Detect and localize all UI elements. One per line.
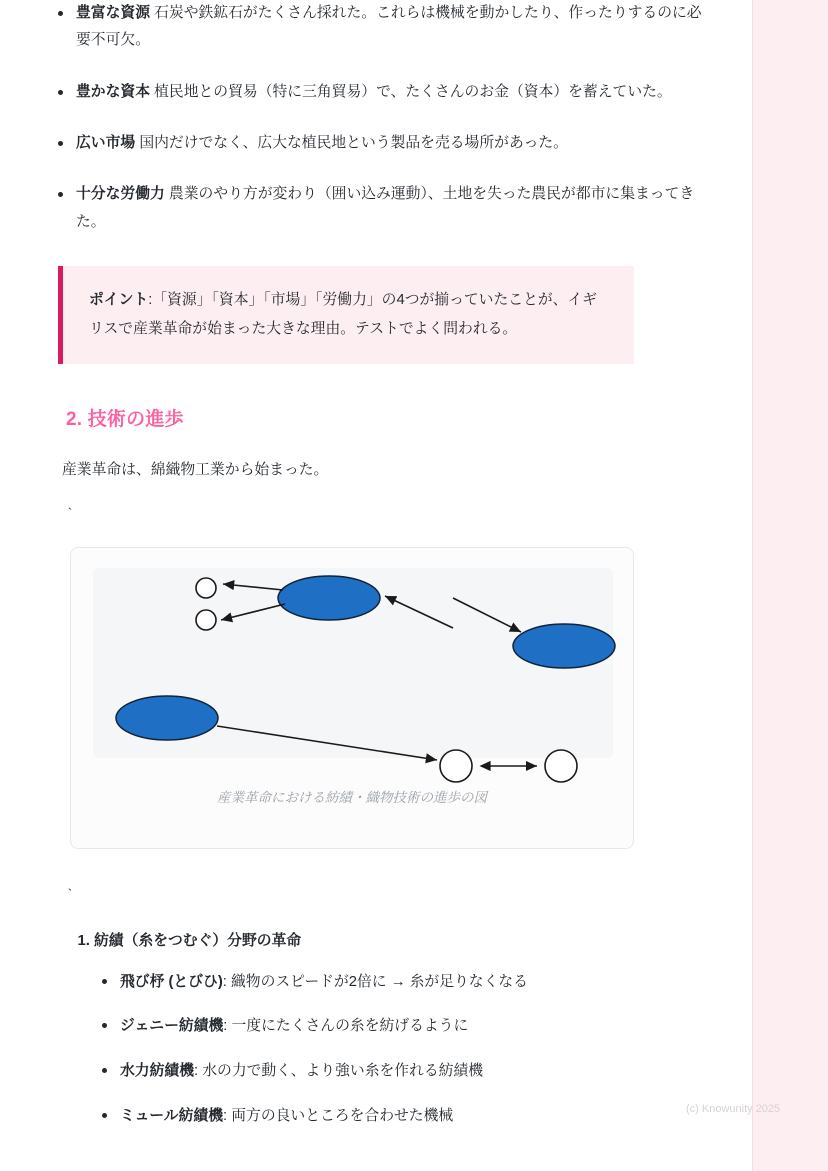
diagram-arrow bbox=[223, 584, 283, 590]
bullet-text: : 織物のスピードが2倍に → 糸が足りなくなる bbox=[222, 973, 528, 990]
ordered-item-title: 紡績（糸をつむぐ）分野の革命 bbox=[94, 933, 302, 950]
figure-caption: 産業革命における紡績・織物技術の進歩の図 bbox=[217, 790, 487, 806]
bullet-text: : 両方の良いところを合わせた機械 bbox=[223, 1107, 454, 1124]
diagram-arrow bbox=[385, 596, 453, 628]
callout-text: :「資源」「資本」「市場」「労働力」の4つが揃っていたことが、イギリスで産業革命が始まった大きな理由。テストでよく問われる。 bbox=[89, 292, 598, 337]
list-item bbox=[94, 1058, 704, 1085]
bullet-term: 豊かな資本 bbox=[76, 83, 150, 100]
diagram-arrow bbox=[453, 598, 521, 632]
bullet-term: 広い市場 bbox=[76, 135, 136, 152]
diagram-node-circle bbox=[440, 750, 472, 782]
diagram-figure bbox=[70, 547, 634, 849]
section-paragraph: 産業革命は、綿織物工業から始まった。 bbox=[62, 461, 329, 478]
list-item bbox=[48, 181, 704, 236]
right-margin-divider bbox=[752, 0, 753, 1171]
list-item bbox=[94, 928, 704, 1129]
bullet-term: ミュール紡績機 bbox=[120, 1107, 223, 1124]
diagram-node-circle bbox=[196, 578, 216, 598]
diagram-node-ellipse bbox=[116, 696, 218, 740]
list-item bbox=[48, 130, 704, 157]
bullet-text: : 水の力で動く、より強い糸を作れる紡績機 bbox=[194, 1063, 484, 1080]
list-item bbox=[48, 0, 704, 55]
diagram-arrow bbox=[221, 604, 285, 620]
bullet-text: 国内だけでなく、広大な植民地という製品を売る場所があった。 bbox=[135, 135, 568, 152]
numbered-list bbox=[48, 928, 704, 1129]
list-item bbox=[48, 79, 704, 106]
bullet-term: 水力紡績機 bbox=[120, 1063, 194, 1080]
bullet-term: 豊富な資源 bbox=[76, 5, 150, 21]
copyright-watermark: (c) Knowunity 2025 bbox=[686, 1103, 781, 1115]
code-fence-mark-bottom: ` bbox=[66, 887, 74, 903]
requirements-bullet-list bbox=[48, 0, 704, 236]
list-item bbox=[94, 969, 704, 996]
bullet-text: 農業のやり方が変わり（囲い込み運動）、土地を失った農民が都市に集まってきた。 bbox=[76, 186, 695, 230]
diagram-node-ellipse bbox=[513, 624, 615, 668]
diagram-node-circle bbox=[196, 610, 216, 630]
point-callout bbox=[58, 266, 634, 364]
document-content bbox=[48, 0, 704, 1147]
bullet-term: ジェニー紡績機 bbox=[120, 1018, 224, 1035]
right-margin-strip bbox=[752, 0, 828, 1171]
bullet-term: 飛び杼 (とびひ) bbox=[120, 973, 223, 990]
code-fence-mark-top: ` bbox=[66, 506, 74, 522]
section-heading: 2. 技術の進歩 bbox=[66, 408, 184, 430]
bullet-text: : 一度にたくさんの糸を紡げるように bbox=[223, 1018, 469, 1035]
sub-bullet-list bbox=[94, 969, 704, 1130]
diagram-node-circle bbox=[545, 750, 577, 782]
list-item bbox=[94, 1013, 704, 1040]
list-item bbox=[94, 1103, 704, 1130]
bullet-term: 十分な労働力 bbox=[76, 186, 165, 203]
diagram-node-ellipse bbox=[278, 576, 380, 620]
callout-paragraph bbox=[89, 286, 608, 344]
bullet-text: 植民地との貿易（特に三角貿易）で、たくさんのお金（資本）を蓄えていた。 bbox=[150, 83, 672, 100]
bullet-text: 石炭や鉄鉱石がたくさん採れた。これらは機械を動かしたり、作ったりするのに必要不可欠。 bbox=[76, 5, 702, 49]
diagram-svg bbox=[71, 548, 635, 798]
diagram-arrow bbox=[217, 726, 437, 760]
callout-label: ポイント bbox=[89, 292, 149, 309]
